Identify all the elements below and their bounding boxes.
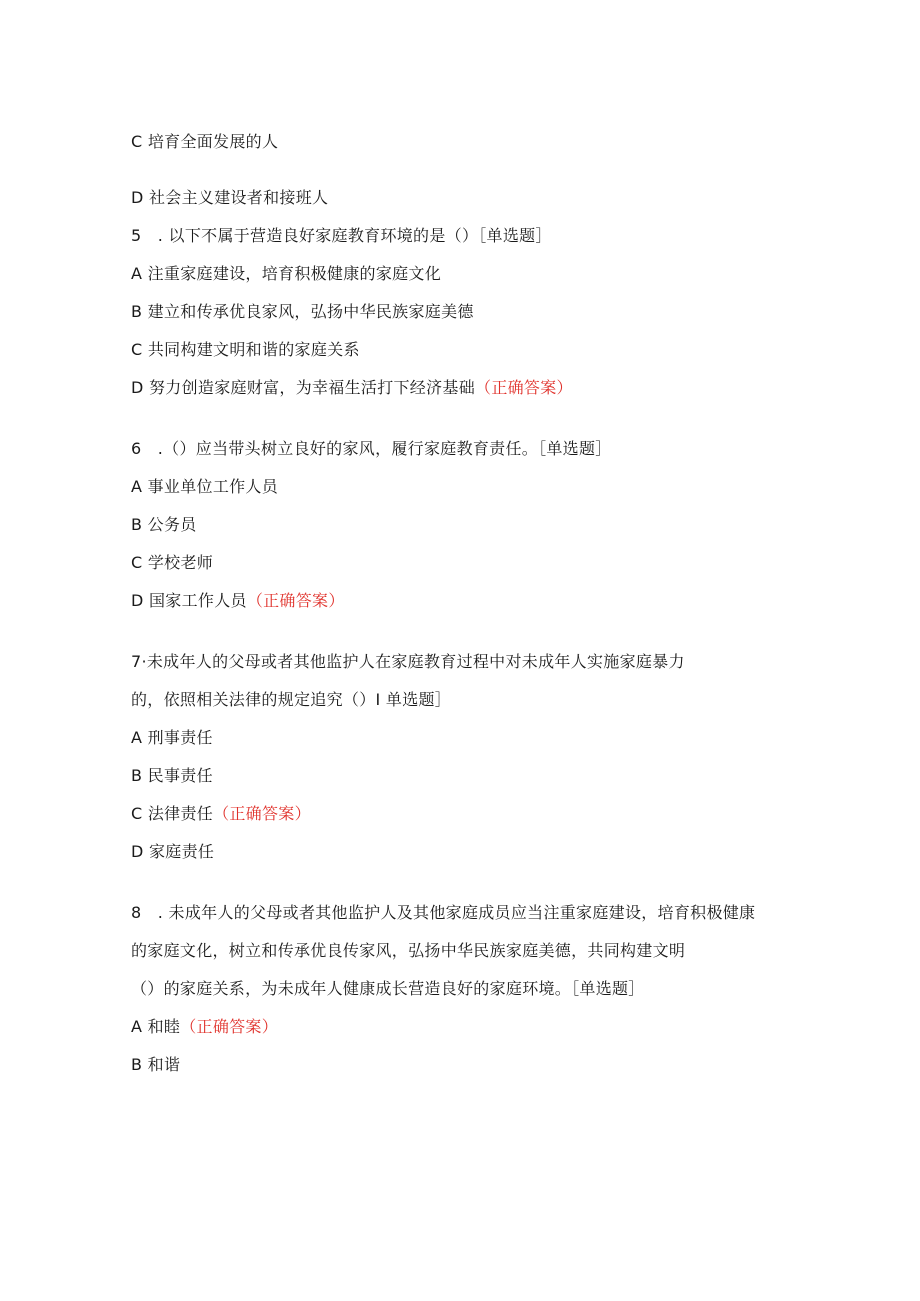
- question-5: 5 . 以下不属于营造良好家庭教育环境的是（）［单选题］: [131, 226, 552, 245]
- option-c-q7: C 法律责任（正确答案）: [131, 804, 311, 823]
- option-a-q8: A 和睦（正确答案）: [131, 1017, 279, 1036]
- question-8-line-1: 8 . 未成年人的父母或者其他监护人及其他家庭成员应当注重家庭建设，培育积极健康: [131, 903, 756, 922]
- question-7-line-1: 7·未成年人的父母或者其他监护人在家庭教育过程中对未成年人实施家庭暴力: [131, 652, 685, 671]
- option-a-q5: A 注重家庭建设，培育积极健康的家庭文化: [131, 264, 442, 283]
- option-b-q7: B 民事责任: [131, 766, 213, 785]
- question-7-line-2: 的，依照相关法律的规定追究（）I 单选题］: [131, 690, 452, 709]
- correct-answer-mark: （正确答案）: [180, 1017, 279, 1036]
- option-c-q4: C 培育全面发展的人: [131, 132, 279, 151]
- option-d-q7: D 家庭责任: [131, 842, 215, 861]
- option-b-q5: B 建立和传承优良家风，弘扬中华民族家庭美德: [131, 302, 474, 321]
- option-c-q6: C 学校老师: [131, 553, 214, 572]
- option-c-q5: C 共同构建文明和谐的家庭关系: [131, 340, 360, 359]
- question-8-line-2: 的家庭文化，树立和传承优良传家风，弘扬中华民族家庭美德，共同构建文明: [131, 941, 686, 960]
- correct-answer-mark: （正确答案）: [246, 591, 345, 610]
- option-a-q6: A 事业单位工作人员: [131, 477, 279, 496]
- question-8-line-3: （）的家庭关系，为未成年人健康成长营造良好的家庭环境。［单选题］: [131, 979, 645, 998]
- option-b-q6: B 公务员: [131, 515, 197, 534]
- correct-answer-mark: （正确答案）: [213, 804, 311, 823]
- option-d-q4: D 社会主义建设者和接班人: [131, 188, 329, 207]
- option-d-q5: D 努力创造家庭财富，为幸福生活打下经济基础（正确答案）: [131, 378, 573, 397]
- option-a-q7: A 刑事责任: [131, 728, 213, 747]
- option-b-q8: B 和谐: [131, 1055, 181, 1074]
- option-d-q6: D 国家工作人员（正确答案）: [131, 591, 345, 610]
- question-6: 6 .（）应当带头树立良好的家风，履行家庭教育责任。［单选题］: [131, 439, 612, 458]
- correct-answer-mark: （正确答案）: [475, 378, 573, 397]
